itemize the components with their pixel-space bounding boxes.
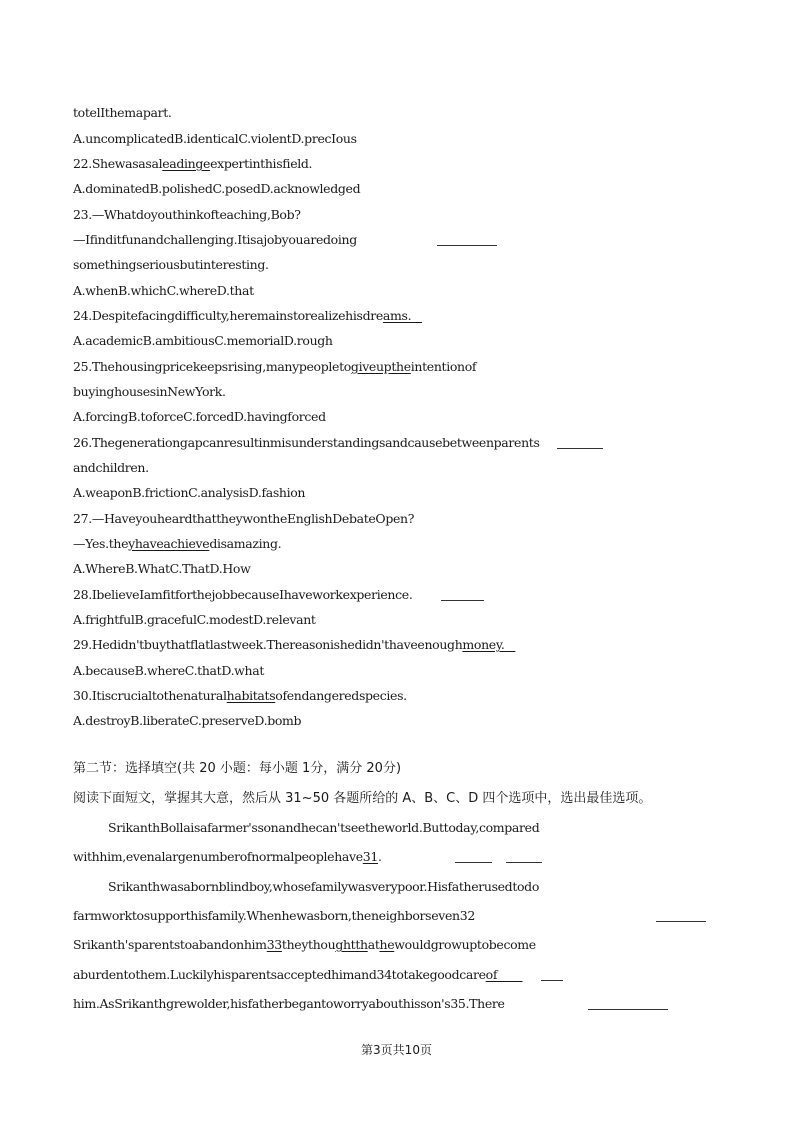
text-part: 29.Hedidn'tbuythatflatlastweek.Thereasonishedidn'thaveenough [73, 637, 463, 652]
line-14: andchildren. [73, 460, 149, 475]
text-part: wouldgrowuptobecome [394, 937, 536, 952]
underlined-text: money. [462, 637, 516, 652]
text-part: disamazing. [209, 536, 282, 551]
line-0: totelIthemapart. [73, 105, 172, 120]
line-13: 26.Thegenerationgapcanresultinmisunderstandingsandcausebetweenparents [73, 435, 540, 450]
answer-blank-35 [588, 1009, 668, 1010]
underlined-text: 31 [362, 849, 378, 864]
text-part: 24.Despitefacingdifficulty,heremainstorealizehisdre [73, 308, 383, 323]
text-part: 25.Thehousingpricekeepsrising,manypeopleto [73, 359, 351, 374]
underlined-text: of [485, 967, 523, 982]
answer-blank-28 [441, 600, 484, 601]
line-4: 23.—Whatdoyouthinkofteaching,Bob? [73, 207, 301, 222]
underlined-text: eadinge [162, 156, 211, 171]
underlined-text: yhaveachieve [128, 536, 210, 551]
line-16: 27.—HaveyouheardthattheywontheEnglishDebateOpen? [73, 511, 415, 526]
answer-blank-31a [455, 862, 492, 863]
underlined-text: 33 [266, 937, 282, 952]
line-28 [73, 849, 382, 865]
line-30: farmworktosupporthisfamily.Whenhewasborn,theneighborseven32 [73, 908, 475, 923]
line-33: him.AsSrikanthgrewolder,hisfatherbegantoworryabouthisson's35.There [73, 996, 505, 1011]
text-part: intentionof [410, 359, 477, 374]
line-1: A.uncomplicatedB.identicalC.violentD.precIous [73, 131, 357, 146]
line-6: somethingseriousbutinteresting. [73, 257, 269, 272]
line-24: A.destroyB.liberateC.preserveD.bomb [73, 713, 302, 728]
line-20: A.frightfulB.gracefulC.modestD.relevant [73, 612, 316, 627]
text-part: expertinthisfield. [210, 156, 313, 171]
text-part: 22.Shewasasal [73, 156, 163, 171]
text-part: withhim,evenalargenumberofnormalpeoplehave [73, 849, 363, 864]
answer-blank-32 [656, 921, 706, 922]
answer-blank-31b [506, 862, 542, 863]
line-31 [73, 937, 536, 953]
line-22: A.becauseB.whereC.thatD.what [73, 663, 265, 678]
underlined-text: habitats [226, 688, 276, 703]
line-12: A.forcingB.toforceC.forcedD.havingforced [73, 409, 326, 424]
line-27: SrikanthBollaisafarmer'ssonandhecan'tseetheworld.Buttoday,compared [108, 820, 540, 835]
underlined-text: ams. [382, 308, 423, 323]
line-9: A.academicB.ambitiousC.memorialD.rough [73, 333, 333, 348]
underlined-text: giveupthe [350, 359, 411, 374]
underlined-text: he [379, 937, 395, 952]
line-32 [73, 967, 522, 983]
text-part: ofendangeredspecies. [275, 688, 407, 703]
answer-blank-34 [541, 980, 563, 981]
text-part: at [367, 937, 380, 952]
line-23 [73, 688, 407, 704]
text-part: Srikanth'sparentstoabandonhim [73, 937, 267, 952]
line-18: A.WhereB.WhatC.ThatD.How [73, 561, 251, 576]
text-part: aburdentothem.Luckilyhisparentsacceptedhimand34totakegoodcare [73, 967, 486, 982]
line-7: A.whenB.whichC.whereD.that [73, 283, 254, 298]
line-17 [73, 536, 281, 552]
line-8 [73, 308, 422, 324]
section-instructions: 阅读下面短文，掌握其大意，然后从 31~50 各题所给的 A、B、C、D 四个选项中，选出最佳选项。 [73, 791, 652, 806]
text-part: . [377, 849, 382, 864]
line-11: buyinghousesinNewYork. [73, 384, 226, 399]
text-part: —Yes.the [73, 536, 129, 551]
line-19: 28.IbelieveIamfitforthejobbecauseIhaveworkexperience. [73, 587, 413, 602]
underlined-text: ghtth [335, 937, 368, 952]
line-29: Srikanthwasabornblindboy,whosefamilywasverypoor.Hisfatherusedtodo [108, 879, 540, 894]
line-15: A.weaponB.frictionC.analysisD.fashion [73, 485, 306, 500]
line-2 [73, 156, 312, 172]
page-footer: 第3页共10页 [361, 1043, 432, 1057]
text-part: 30.Itiscrucialtothenatural [73, 688, 227, 703]
line-3: A.dominatedB.polishedC.posedD.acknowledged [73, 181, 361, 196]
answer-blank-23 [437, 245, 497, 246]
line-5: —Ifinditfunandchallenging.Itisajobyouaredoing [73, 232, 357, 247]
text-part: theythou [281, 937, 336, 952]
line-21 [73, 637, 515, 653]
line-10 [73, 359, 476, 375]
section-heading: 第二节：选择填空(共 20 小题：每小题 1分，满分 20分) [73, 761, 402, 776]
answer-blank-26 [557, 448, 603, 449]
